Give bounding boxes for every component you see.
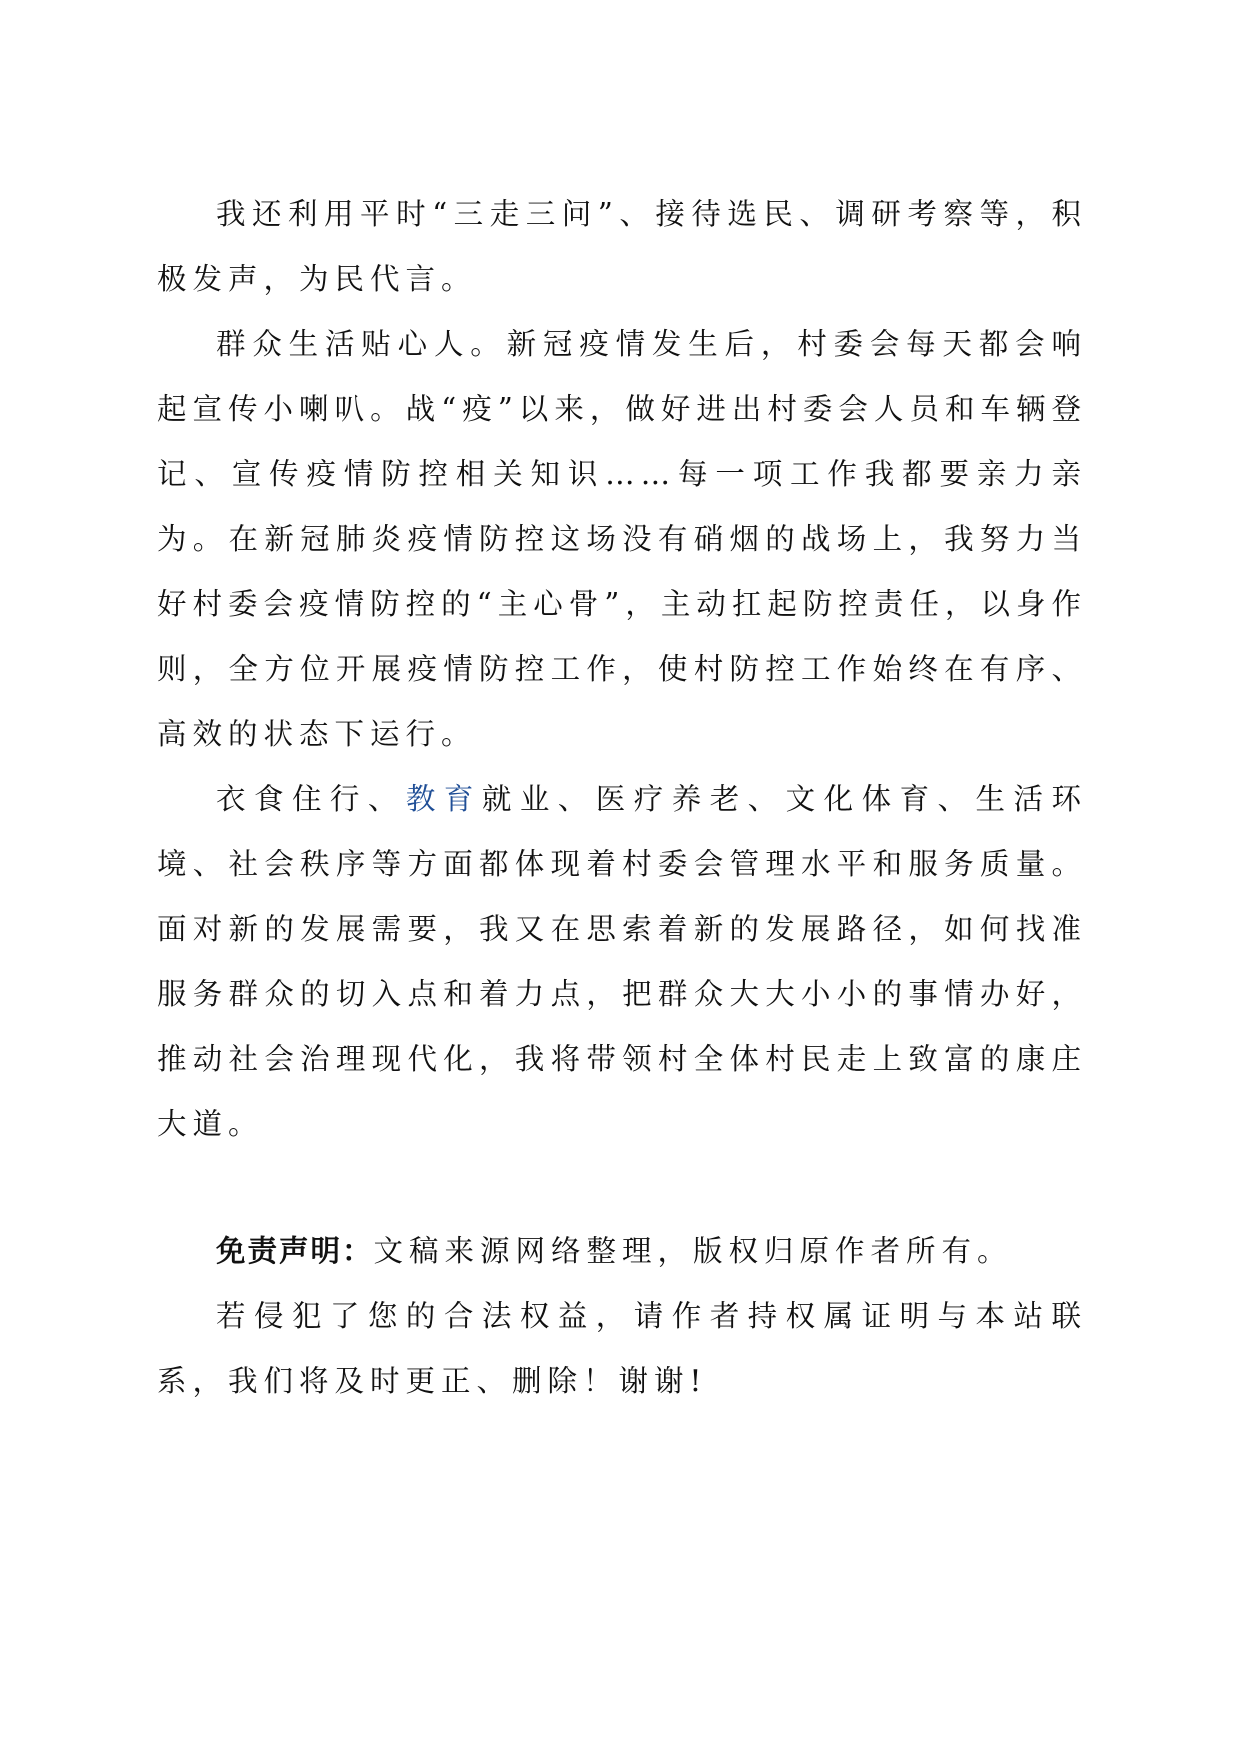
education-link[interactable]: 教育 <box>405 782 482 816</box>
disclaimer-text: 文稿来源网络整理，版权归原作者所有。 <box>373 1234 1013 1268</box>
paragraph-2: 群众生活贴心人。新冠疫情发生后，村委会每天都会响起宣传小喇叭。战“疫”以来，做好进出村委会人员和车辆登记、宣传疫情防控相关知识……每一项工作我都要亲力亲为。在新冠肺炎疫情防控这场没有硝烟的战场上，我努力当好村委会疫情防控的“主心骨”，主动扛起防控责任，以身作则，全方位开展疫情防控工作，使村防控工作始终在有序、高效的状态下运行。 <box>157 327 1087 751</box>
document-page <box>157 182 1087 1414</box>
paragraph-3-start: 衣食住行、 <box>216 782 406 816</box>
disclaimer-line-1 <box>157 1219 1087 1284</box>
disclaimer-label: 免责声明： <box>216 1234 374 1268</box>
paragraph-3 <box>157 767 1087 1157</box>
paragraph-1: 我还利用平时“三走三问”、接待选民、调研考察等，积极发声，为民代言。 <box>157 197 1087 296</box>
paragraph-3-end: 就业、医疗养老、文化体育、生活环境、社会秩序等方面都体现着村委会管理水平和服务质量。面对新的发展需要，我又在思索着新的发展路径，如何找准服务群众的切入点和着力点，把群众大大小小的事情办好，推动社会治理现代化，我将带领村全体村民走上致富的康庄大道。 <box>157 782 1087 1141</box>
disclaimer-line-2: 若侵犯了您的合法权益，请作者持权属证明与本站联系，我们将及时更正、删除！谢谢! <box>157 1299 1087 1398</box>
section-gap <box>157 1157 1087 1219</box>
